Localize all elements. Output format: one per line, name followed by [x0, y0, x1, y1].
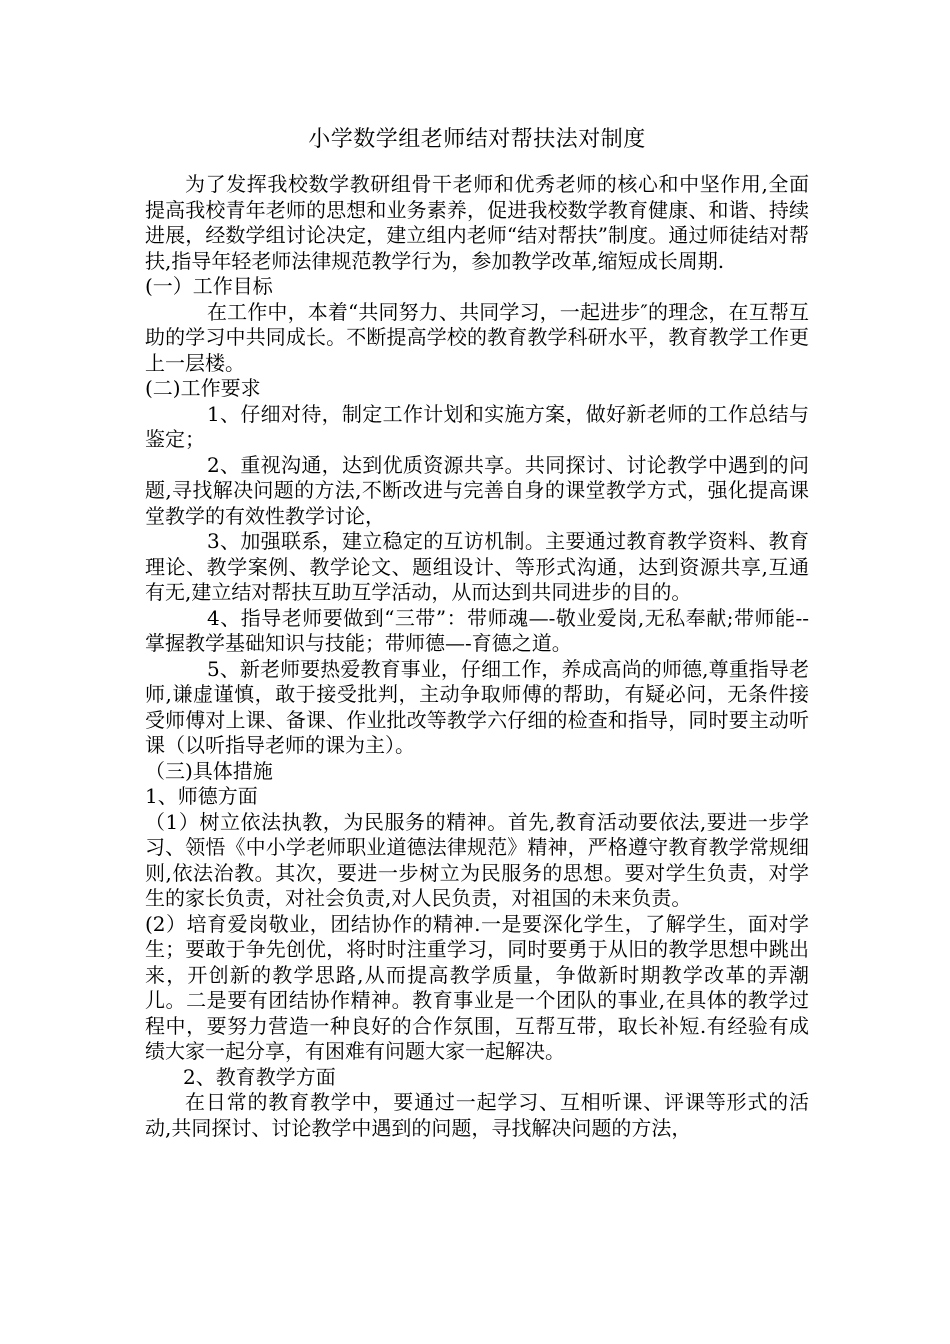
goals-paragraph: 在工作中，本着“共同努力、共同学习，一起进步″的理念，在互帮互助的学习中共同成长。不断提高学校的教育教学科研水平，教育教学工作更上一层楼。 [145, 299, 809, 375]
requirement-item-1: 1、仔细对待，制定工作计划和实施方案，做好新老师的工作总结与鉴定； [145, 401, 809, 451]
subsection-heading-teaching: 2、教育教学方面 [183, 1064, 336, 1089]
ethics-item-2: (2）培育爱岗敬业，团结协作的精神.一是要深化学生，了解学生，面对学生；要敢于争先创优，将时时注重学习，同时要勇于从旧的教学思想中跳出来，开创新的教学思路,从而提高教学质量，争做新时期教学改革的弄潮儿。二是要有团结协作精神。教育事业是一个团队的事业,在具体的教学过程中，要努力营造一种良好的合作氛围，互帮互带，取长补短.有经验有成绩大家一起分享，有困难有问题大家一起解决。 [145, 911, 809, 1063]
section-heading-requirements: (二)工作要求 [145, 376, 261, 400]
requirement-item-3: 3、加强联系，建立稳定的互访机制。主要通过教育教学资料、教育理论、教学案例、教学论文、题组设计、等形式沟通，达到资源共享,互通有无,建立结对帮扶互助互学活动，从而达到共同进步的目的。 [145, 529, 809, 604]
teaching-paragraph: 在日常的教育教学中，要通过一起学习、互相听课、评课等形式的活动,共同探讨、讨论教学中遇到的问题，寻找解决问题的方法， [145, 1090, 809, 1140]
section-heading-goals: (一）工作目标 [145, 274, 273, 298]
requirement-item-5: 5、新老师要热爱教育事业，仔细工作，养成高尚的师德,尊重指导老师,谦虚谨慎，敢于接受批判，主动争取师傅的帮助，有疑必问，无条件接受师傅对上课、备课、作业批改等教学六仔细的检查和指导，同时要主动听课（以听指导老师的课为主）。 [145, 656, 809, 757]
document-page [145, 126, 809, 1141]
section-heading-measures: （三)具体措施 [145, 758, 273, 783]
document-title: 小学数学组老师结对帮扶法对制度 [308, 127, 646, 152]
intro-paragraph: 为了发挥我校数学教研组骨干老师和优秀老师的核心和中坚作用,全面提高我校青年老师的思想和业务素养，促进我校数学教育健康、和谐、持续进展，经数学组讨论决定，建立组内老师“结对帮扶”制度。通过师徒结对帮扶,指导年轻老师法律规范教学行为，参加教学改革,缩短成长周期. [145, 172, 809, 273]
requirement-item-4: 4、指导老师要做到“三带”：带师魂—-敬业爱岗,无私奉献;带师能--掌握教学基础知识与技能；带师德—-育德之道。 [145, 605, 809, 655]
ethics-item-1: （1）树立依法执教，为民服务的精神。首先,教育活动要依法,要进一步学习、领悟《中小学老师职业道德法律规范》精神，严格遵守教育教学常规细则,依法治教。其次，要进一步树立为民服务的思想。要对学生负责，对学生的家长负责，对社会负责,对人民负责，对祖国的未来负责。 [145, 809, 809, 910]
subsection-heading-ethics: 1、师德方面 [145, 784, 258, 808]
requirement-item-2: 2、重视沟通，达到优质资源共享。共同探讨、讨论教学中遇到的问题,寻找解决问题的方法,不断改进与完善自身的课堂教学方式，强化提高课堂教学的有效性教学讨论， [145, 452, 809, 528]
